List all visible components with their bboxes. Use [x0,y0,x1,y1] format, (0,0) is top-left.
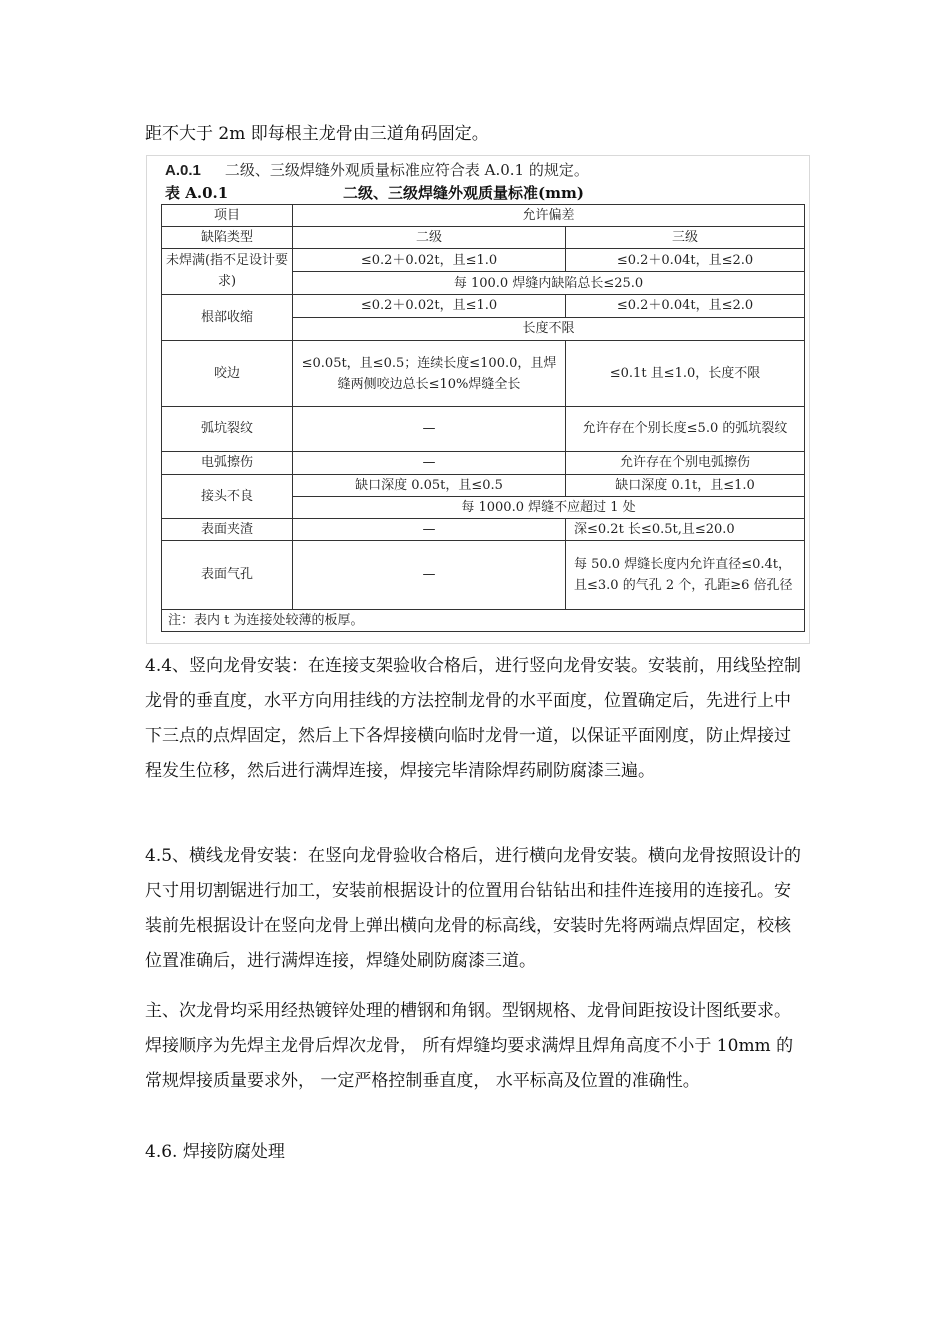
underfill-label: 未焊满(指不足设计要求) [162,249,293,294]
root-all: 长度不限 [293,317,805,340]
root-label: 根部收缩 [162,294,293,340]
clause-line [165,159,589,180]
arc-grade3: 允许存在个别电弧擦伤 [566,451,805,474]
joint-label: 接头不良 [162,474,293,518]
joint-grade3: 缺口深度 0.1t，且≤1.0 [566,474,805,496]
root-grade3: ≤0.2＋0.04t，且≤2.0 [566,294,805,317]
crater-grade2: — [293,407,566,451]
table-caption [165,182,584,203]
pore-label: 表面气孔 [162,541,293,609]
table-row [162,340,805,406]
pore-grade2: — [293,541,566,609]
table-row [162,519,805,541]
underfill-grade2: ≤0.2＋0.02t，且≤1.0 [293,249,566,272]
keel-material-paragraph: 主、次龙骨均采用经热镀锌处理的槽钢和角钢。型钢规格、龙骨间距按设计图纸要求。焊接顺序为先焊主龙骨后焊次龙骨， 所有焊缝均要求满焊且焊角高度不小于 10mm 的常规焊接质量要求外， 一定严格控制垂直度， 水平标高及位置的准确性。 [145,1001,794,1091]
table-row [162,227,805,249]
crater-grade3: 允许存在个别长度≤5.0 的弧坑裂纹 [566,407,805,451]
clause-text: 二级、三级焊缝外观质量标准应符合表 A.0.1 的规定。 [224,161,589,179]
slag-grade3: 深≤0.2t 长≤0.5t,且≤20.0 [566,519,805,541]
slag-label: 表面夹渣 [162,519,293,541]
undercut-grade2: ≤0.05t，且≤0.5；连续长度≤100.0，且焊缝两侧咬边总长≤10%焊缝全长 [293,340,566,406]
header-item: 项目 [162,205,293,227]
weld-quality-table [161,204,805,632]
quality-standard-figure [146,155,810,644]
joint-all: 每 1000.0 焊缝不应超过 1 处 [293,496,805,518]
table-row [162,294,805,317]
clause-number: A.0.1 [165,162,201,179]
header-grade2: 二级 [293,227,566,249]
section-4-6-heading: 4.6. 焊接防腐处理 [145,1142,285,1162]
section-4-5: 4.5、横线龙骨安装：在竖向龙骨验收合格后，进行横向龙骨安装。横向龙骨按照设计的尺寸用切割锯进行加工，安装前根据设计的位置用台钻钻出和挂件连接用的连接孔。安装前先根据设计在竖向龙骨上弹出横向龙骨的标高线，安装时先将两端点焊固定，校核位置准确后，进行满焊连接，焊缝处刷防腐漆三道。 [145,846,802,971]
header-defect-type: 缺陷类型 [162,227,293,249]
table-row [162,249,805,272]
root-grade2: ≤0.2＋0.02t，且≤1.0 [293,294,566,317]
undercut-label: 咬边 [162,340,293,406]
pore-grade3: 每 50.0 焊缝长度内允许直径≤0.4t，且≤3.0 的气孔 2 个，孔距≥6 倍孔径 [566,541,805,609]
table-row [162,541,805,609]
intro-line: 距不大于 2m 即每根主龙骨由三道角码固定。 [145,124,489,144]
table-row [162,609,805,631]
table-row [162,205,805,227]
arc-label: 电弧擦伤 [162,451,293,474]
table-row [162,407,805,451]
underfill-all: 每 100.0 焊缝内缺陷总长≤25.0 [293,272,805,294]
crater-label: 弧坑裂纹 [162,407,293,451]
undercut-grade3: ≤0.1t 且≤1.0，长度不限 [566,340,805,406]
underfill-grade3: ≤0.2＋0.04t，且≤2.0 [566,249,805,272]
section-4-4: 4.4、竖向龙骨安装：在连接支架验收合格后，进行竖向龙骨安装。安装前，用线坠控制龙骨的垂直度，水平方向用挂线的方法控制龙骨的水平面度，位置确定后，先进行上中下三点的点焊固定，然后上下各焊接横向临时龙骨一道，以保证平面刚度，防止焊接过程发生位移，然后进行满焊连接，焊接完毕清除焊药刷防腐漆三遍。 [145,656,802,781]
slag-grade2: — [293,519,566,541]
header-grade3: 三级 [566,227,805,249]
joint-grade2: 缺口深度 0.05t，且≤0.5 [293,474,566,496]
table-row [162,474,805,496]
table-label: 表 A.0.1 [165,184,229,202]
table-title: 二级、三级焊缝外观质量标准(mm) [343,184,584,202]
header-allowed: 允许偏差 [293,205,805,227]
arc-grade2: — [293,451,566,474]
table-note: 注：表内 t 为连接处较薄的板厚。 [162,609,805,631]
table-row [162,451,805,474]
